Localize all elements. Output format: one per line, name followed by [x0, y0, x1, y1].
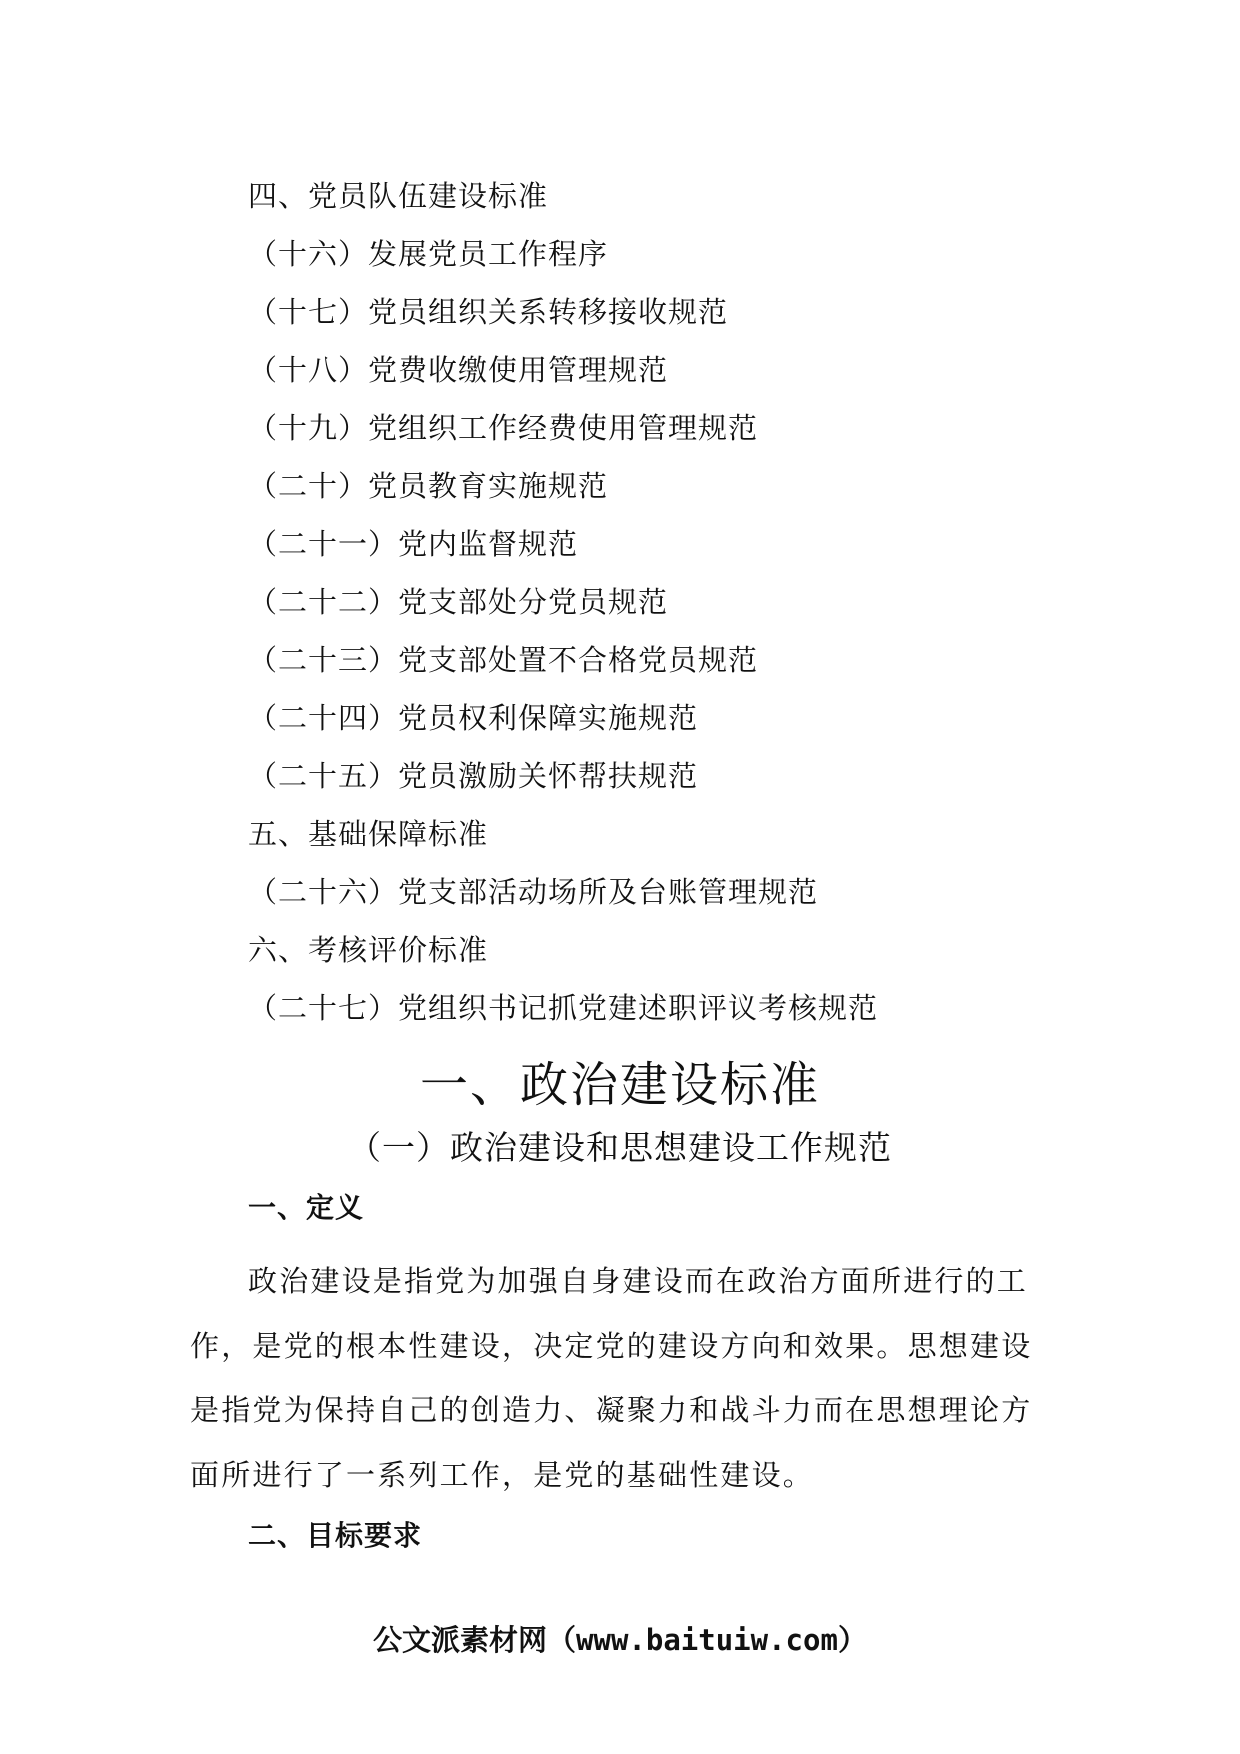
- toc-item-11: （二十五）党员激励关怀帮扶规范: [248, 759, 699, 793]
- goal-heading: 二、目标要求: [248, 1519, 423, 1552]
- toc-item-15: （二十七）党组织书记抓党建述职评议考核规范: [248, 991, 879, 1025]
- section-title: （一）政治建设和思想建设工作规范: [348, 1128, 892, 1167]
- definition-heading: 一、定义: [248, 1191, 365, 1224]
- toc-item-4: （十八）党费收缴使用管理规范: [248, 353, 669, 387]
- toc-item-9: （二十三）党支部处置不合格党员规范: [248, 643, 759, 677]
- toc-item-8: （二十二）党支部处分党员规范: [248, 585, 669, 619]
- toc-item-1: 四、党员队伍建设标准: [248, 179, 549, 213]
- toc-item-6: （二十）党员教育实施规范: [248, 469, 609, 503]
- toc-item-13: （二十六）党支部活动场所及台账管理规范: [248, 875, 819, 909]
- toc-item-7: （二十一）党内监督规范: [248, 527, 579, 561]
- toc-item-2: （十六）发展党员工作程序: [248, 237, 609, 271]
- toc-item-3: （十七）党员组织关系转移接收规范: [248, 295, 729, 329]
- toc-item-14: 六、考核评价标准: [248, 933, 489, 967]
- chapter-title: 一、政治建设标准: [419, 1057, 820, 1113]
- toc-item-12: 五、基础保障标准: [248, 817, 489, 851]
- toc-item-10: （二十四）党员权利保障实施规范: [248, 701, 699, 735]
- definition-paragraph: 政治建设是指党为加强自身建设而在政治方面所进行的工作，是党的根本性建设，决定党的建设方向和效果。思想建设是指党为保持自己的创造力、凝聚力和战斗力而在思想理论方面所进行了一系列工作，是党的基础性建设。: [190, 1264, 1033, 1492]
- footer-watermark: 公文派素材网（www.baituiw.com）: [373, 1623, 867, 1657]
- toc-item-5: （十九）党组织工作经费使用管理规范: [248, 411, 759, 445]
